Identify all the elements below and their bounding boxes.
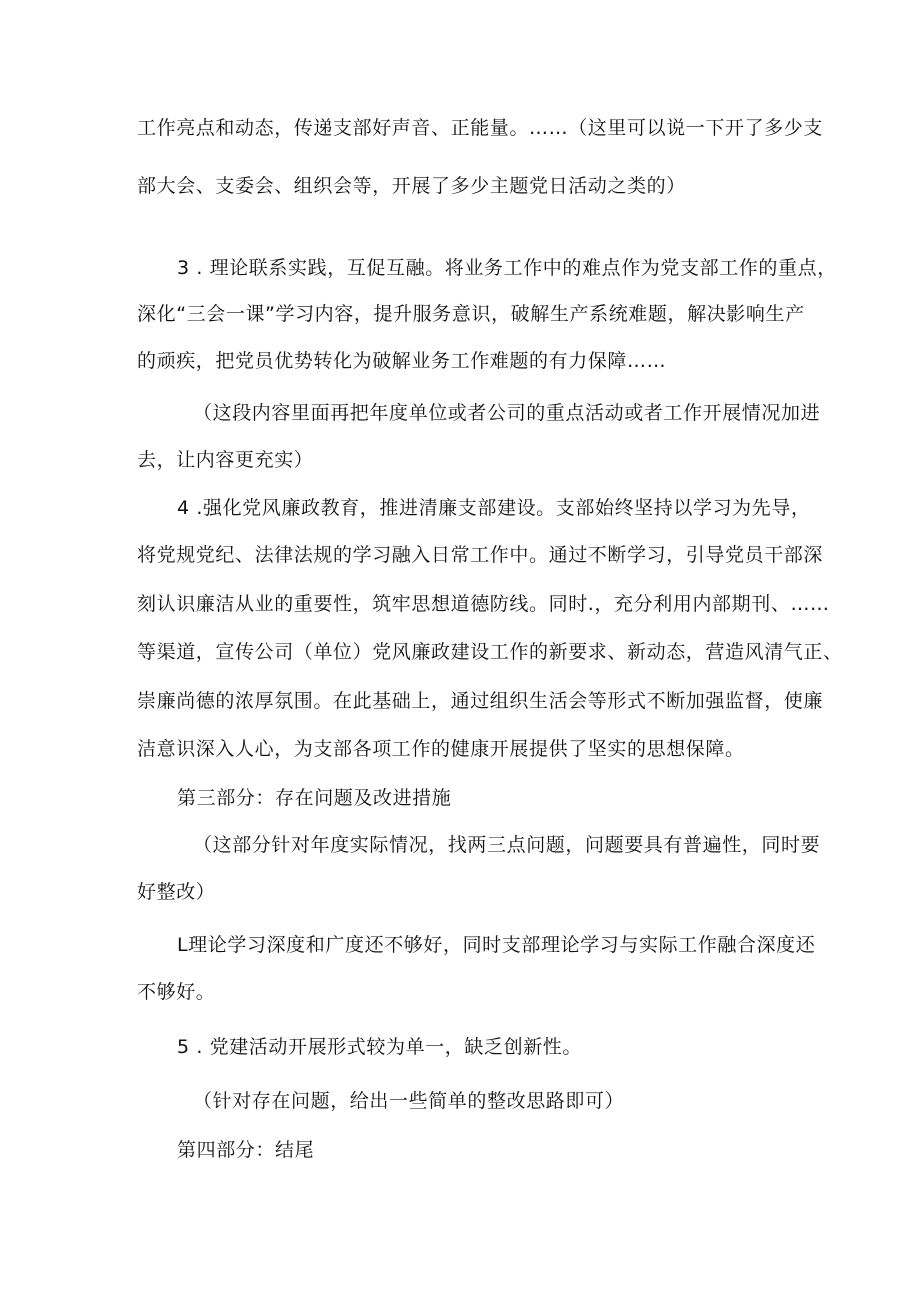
paragraph-line: 好整改） [137,881,216,903]
paragraph-line: 的顽疾，把党员优势转化为破解业务工作难题的有力保障…… [137,350,667,372]
paragraph-line: L理论学习深度和广度还不够好，同时支部理论学习与实际工作融合深度还 [177,934,816,956]
paragraph-line: 洁意识深入人心，为支部各项工作的健康开展提供了坚实的思想保障。 [137,738,745,760]
paragraph-line: （针对存在问题，给出一些简单的整改思路即可） [193,1090,625,1112]
paragraph-line: （这部分针对年度实际情况，找两三点问题，问题要具有普遍性，同时要 [193,834,821,856]
paragraph-line: 将党规党纪、法律法规的学习融入日常工作中。通过不断学习，引导党员干部深 [137,544,824,566]
paragraph-line: （这段内容里面再把年度单位或者公司的重点活动或者工作开展情况加进 [193,402,821,424]
section-heading: 第三部分：存在问题及改进措施 [177,787,452,809]
paragraph-line: 5 . 党建活动开展形式较为单一，缺乏创新性。 [177,1036,583,1058]
paragraph-line: 深化“三会一课”学习内容，提升服务意识，破解生产系统难题，解决影响生产 [137,303,805,325]
paragraph-line: 工作亮点和动态，传递支部好声音、正能量。……（这里可以说一下开了多少支 [137,117,824,139]
paragraph-line: 部大会、支委会、组织会等，开展了多少主题党日活动之类的） [137,175,686,197]
paragraph-line: 等渠道，宣传公司（单位）党风廉政建设工作的新要求、新动态，营造风清气正、 [137,641,843,663]
paragraph-line: 4 .强化党风廉政教育，推进清廉支部建设。支部始终坚持以学习为先导， [177,497,811,519]
section-heading: 第四部分：结尾 [177,1139,315,1161]
paragraph-line: 不够好。 [137,981,216,1003]
paragraph-line: 去，让内容更充实） [137,449,314,471]
paragraph-line: 崇廉尚德的浓厚氛围。在此基础上，通过组织生活会等形式不断加强监督，使廉 [137,690,824,712]
paragraph-line: 刻认识廉洁从业的重要性，筑牢思想道德防线。同时.，充分利用内部期刊、…… [137,593,830,615]
paragraph-line: 3 . 理论联系实践，互促互融。将业务工作中的难点作为党支部工作的重点， [177,257,837,279]
